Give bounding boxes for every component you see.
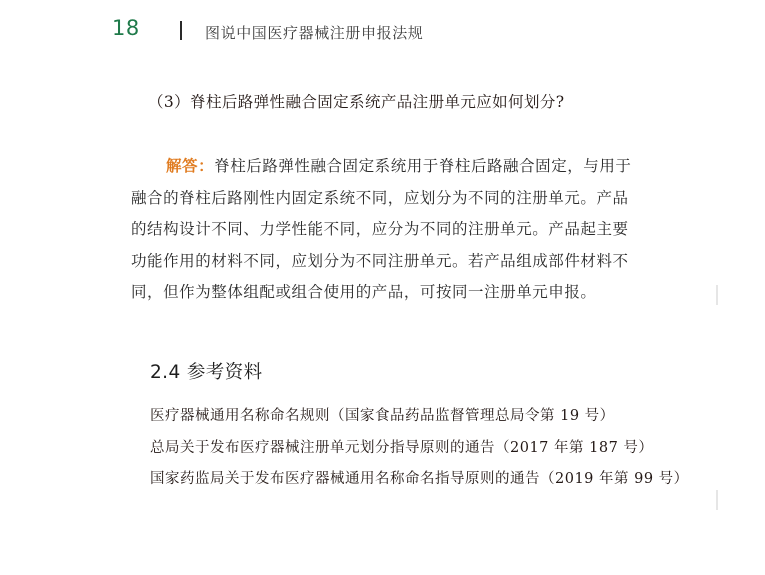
answer-line	[131, 151, 676, 183]
answer-line-text: 脊柱后路弹性融合固定系统用于脊柱后路融合固定，与用于	[214, 157, 632, 175]
page-edge-mark	[716, 490, 718, 510]
reference-item: 国家药监局关于发布医疗器械通用名称命名指导原则的通告（2019 年第 99 号）	[150, 471, 689, 487]
reference-list	[116, 401, 689, 496]
reference-item: 医疗器械通用名称命名规则（国家食品药品监督管理总局令第 19 号）	[150, 408, 615, 424]
answer-line: 的结构设计不同、力学性能不同，应分为不同的注册单元。产品起主要	[131, 220, 629, 238]
answer-line: 同，但作为整体组配或组合使用的产品，可按同一注册单元申报。	[131, 283, 597, 301]
answer-label: 解答：	[166, 157, 215, 175]
running-title: 图说中国医疗器械注册申报法规	[205, 24, 424, 42]
question-heading: （3）脊柱后路弹性融合固定系统产品注册单元应如何划分?	[148, 93, 565, 111]
answer-line: 功能作用的材料不同，应划分为不同注册单元。若产品组成部件材料不	[131, 251, 629, 270]
page-number: 18	[112, 16, 140, 40]
header-divider	[180, 21, 182, 40]
reference-item: 总局关于发布医疗器械注册单元划分指导原则的通告（2017 年第 187 号）	[150, 439, 654, 456]
answer-paragraph	[131, 151, 676, 309]
answer-line: 融合的脊柱后路刚性内固定系统不同，应划分为不同的注册单元。产品	[131, 188, 629, 207]
page-edge-mark	[716, 285, 718, 305]
section-heading: 2.4 参考资料	[150, 362, 263, 383]
